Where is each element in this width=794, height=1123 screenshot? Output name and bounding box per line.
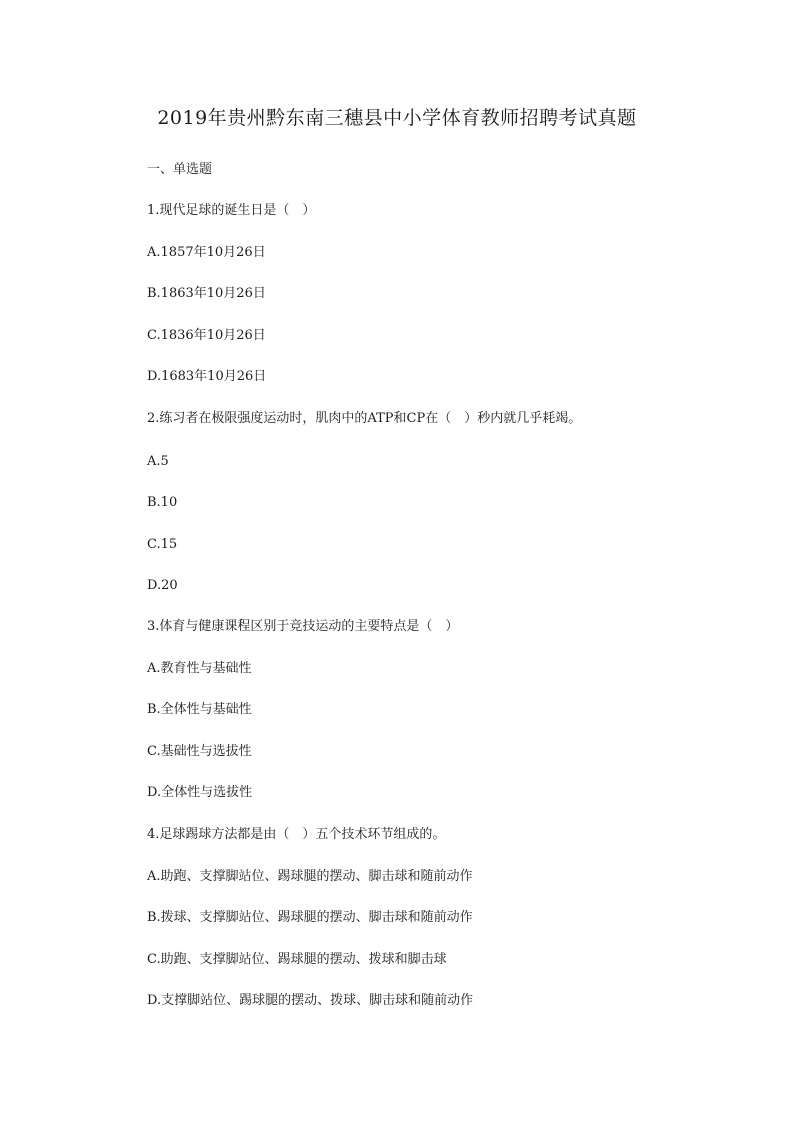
question-4-option-d: D.支撑脚站位、踢球腿的摆动、拨球、脚击球和随前动作 — [147, 993, 474, 1008]
question-1-option-c: C.1836年10月26日 — [147, 328, 266, 343]
question-3-option-d: D.全体性与选拔性 — [147, 785, 253, 800]
question-2-option-c: C.15 — [147, 537, 178, 552]
question-2-option-b: B.10 — [147, 495, 178, 510]
question-3-option-a: A.教育性与基础性 — [147, 661, 252, 676]
question-2-option-d: D.20 — [147, 578, 178, 593]
question-3-option-c: C.基础性与选拔性 — [147, 744, 252, 759]
question-2-stem: 2.练习者在极限强度运动时，肌肉中的ATP和CP在（ ）秒内就几乎耗竭。 — [147, 411, 582, 426]
question-1-option-d: D.1683年10月26日 — [147, 369, 267, 384]
question-1-option-a: A.1857年10月26日 — [147, 245, 266, 260]
page-title: 2019年贵州黔东南三穗县中小学体育教师招聘考试真题 — [157, 107, 637, 129]
question-4-option-a: A.助跑、支撑脚站位、踢球腿的摆动、脚击球和随前动作 — [147, 869, 473, 884]
question-4-option-c: C.助跑、支撑脚站位、踢球腿的摆动、拨球和脚击球 — [147, 952, 447, 967]
section-heading: 一、单选题 — [147, 162, 213, 177]
question-4-stem: 4.足球踢球方法都是由（ ）五个技术环节组成的。 — [147, 827, 446, 842]
question-2-option-a: A.5 — [147, 454, 169, 469]
question-3-stem: 3.体育与健康课程区别于竞技运动的主要特点是（ ） — [147, 619, 459, 634]
question-1-stem: 1.现代足球的诞生日是（ ） — [147, 203, 316, 218]
question-3-option-b: B.全体性与基础性 — [147, 702, 252, 717]
question-4-option-b: B.拨球、支撑脚站位、踢球腿的摆动、脚击球和随前动作 — [147, 910, 473, 925]
question-1-option-b: B.1863年10月26日 — [147, 286, 266, 301]
